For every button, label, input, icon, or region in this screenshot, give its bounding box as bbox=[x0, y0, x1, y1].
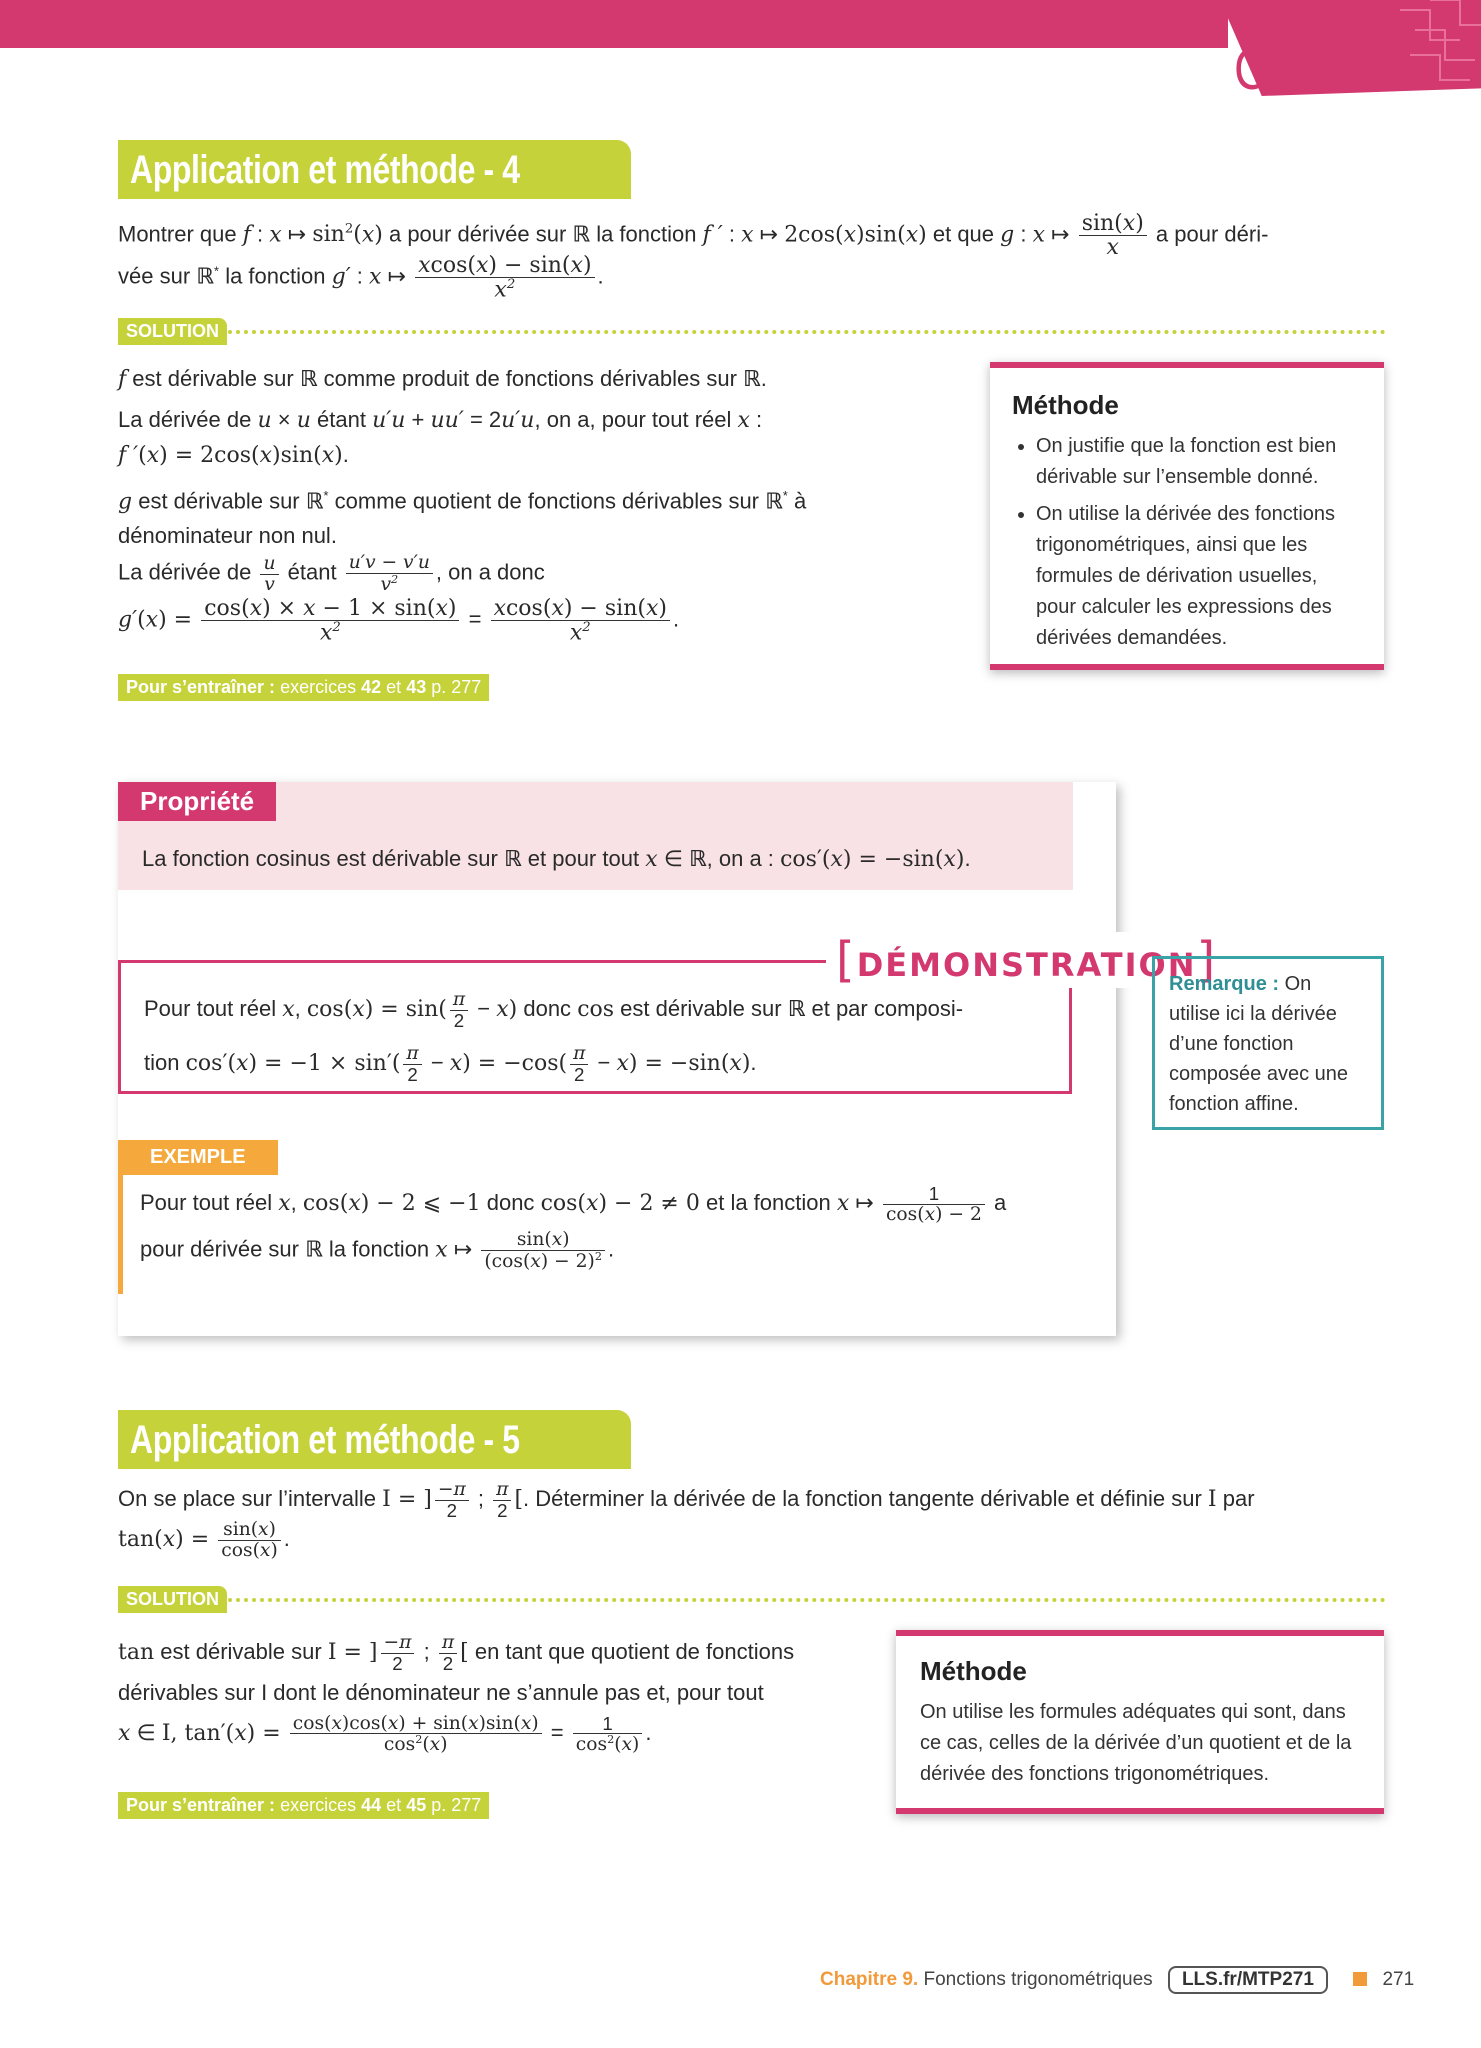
section-label: COURS bbox=[1234, 37, 1402, 102]
demonstration-tag: [DÉMONSTRATION] bbox=[826, 932, 1227, 988]
chapter-label: Chapitre 9. bbox=[820, 1969, 919, 1990]
example-bar bbox=[118, 1174, 123, 1294]
app5-title: Application et méthode - 5 bbox=[118, 1410, 631, 1469]
lls-link[interactable]: LLS.fr/MTP271 bbox=[1168, 1966, 1328, 1994]
app4-question: Montrer que f : x ↦ $\sin^2(x)$ a pour dérivée sur ℝ la fonction f ′ : x ↦ 2cos(x)sin(x) et que g : x ↦ $\frac{\sin(x)}{x}$ a pour déri- bbox=[118, 211, 1269, 261]
corner-pattern-icon bbox=[1390, 0, 1481, 90]
method-title: Méthode bbox=[1012, 390, 1119, 420]
dotted-separator bbox=[228, 330, 1386, 334]
page-number: 271 bbox=[1382, 1969, 1415, 1990]
method-bullet: • On justifie que la fonction est bien dérivable sur l’ensemble donné. bbox=[1036, 431, 1362, 493]
app4-question-2: vée sur ℝ* la fonction g′ : x ↦ $\frac{xcos(x) - \sin(x)}{x^2}$ . bbox=[118, 253, 604, 303]
page-footer bbox=[820, 1966, 1414, 1994]
app5-question: On se place sur l’intervalle I = ] $\frac{-\pi}{2}$ ; $\frac{\pi}{2}$ [. Déterminer la dérivée de la fonction tangente dérivable et définie sur I par tan(x) = $\frac{\sin(x)}{\cos(x)}$ . bbox=[118, 1479, 1255, 1561]
example-text: Pour tout réel x, cos(x) − 2 ⩽ −1 donc cos(x) − 2 ≠ 0 et la fonction x ↦ $\frac{1}{\cos(x) - 2}$ a pour dérivée sur ℝ la fonction x ↦ $\frac{\sin(x)}{(\cos(x) - 2)^2}$ . bbox=[140, 1183, 1007, 1273]
property-text: La fonction cosinus est dérivable sur ℝ et pour tout x ∈ ℝ, on a : cos′(x) = −sin(x). bbox=[142, 846, 971, 872]
method-box-4 bbox=[990, 362, 1384, 670]
method-bullet: • On utilise la dérivée des fonctions trigonométriques, ainsi que les formules de dérivation usuelles, pour calculer les expressions des dérivées demandées. bbox=[1036, 499, 1362, 654]
app4-solution: f est dérivable sur ℝ comme produit de fonctions dérivables sur ℝ. La dérivée de u × u étant u′u + uu′ = 2u′u, on a, pour tout réel x : f ′(x) = 2cos(x)sin(x). g est dérivable sur ℝ* comme quotient de fonctions dérivables sur ℝ* à dénominateur non nul. La dérivée de $\frac{u}{v}$ étant $\frac{u'v - v'u}{v^2}$ , on a donc g′(x) = $\frac{\cos(x) \times x - 1 \times \sin(x)}{x^2}$ = $\frac{xcos(x) - \sin(x)}{x^2}$ . bbox=[118, 366, 807, 646]
demonstration-text: Pour tout réel x, cos(x) = sin( $\frac{\pi}{2}$ − x) donc cos est dérivable sur ℝ et par composi- tion cos′(x) = −1 × sin′( $\frac{\pi}{2}$ − x) = −cos( $\frac{\pi}{2}$ − x) = −sin(x). bbox=[144, 989, 964, 1085]
app4-training-link[interactable]: Pour s’entraîner : exercices 42 et 43 p. 277 bbox=[118, 674, 489, 701]
property-tag: Propriété bbox=[118, 782, 276, 821]
dotted-separator bbox=[228, 1598, 1386, 1602]
page-marker-icon bbox=[1353, 1972, 1367, 1986]
example-tag: EXEMPLE bbox=[118, 1140, 278, 1175]
top-banner bbox=[0, 0, 1228, 48]
app4-title: Application et méthode - 4 bbox=[118, 140, 631, 199]
app5-solution: tan est dérivable sur I = ] $\frac{-\pi}{2}$ ; $\frac{\pi}{2}$ [ en tant que quotient de fonctions dérivables sur I dont le dénominateur ne s’annule pas et, pour tout x ∈ I, tan′(x) = $\frac{\cos(x)\cos(x) + \sin(x)\sin(x)}{\cos^2(x)}$ = $\frac{1}{\cos^2(x)}$ . bbox=[118, 1632, 795, 1756]
app5-solution-tag: SOLUTION bbox=[118, 1586, 227, 1613]
remark-box: Remarque : On utilise ici la dérivée d’une fonction composée avec une fonction affine. bbox=[1152, 956, 1384, 1130]
chapter-title: Fonctions trigonométriques bbox=[923, 1969, 1153, 1990]
app4-solution-tag: SOLUTION bbox=[118, 318, 227, 345]
app5-training-link[interactable]: Pour s’entraîner : exercices 44 et 45 p. 277 bbox=[118, 1792, 489, 1819]
method-text: On utilise les formules adéquates qui sont, dans ce cas, celles de la dérivée d’un quotient et de la dérivée des fonctions trigonométriques. bbox=[920, 1701, 1352, 1785]
method-box-5 bbox=[896, 1630, 1384, 1814]
method-title: Méthode bbox=[920, 1656, 1027, 1686]
